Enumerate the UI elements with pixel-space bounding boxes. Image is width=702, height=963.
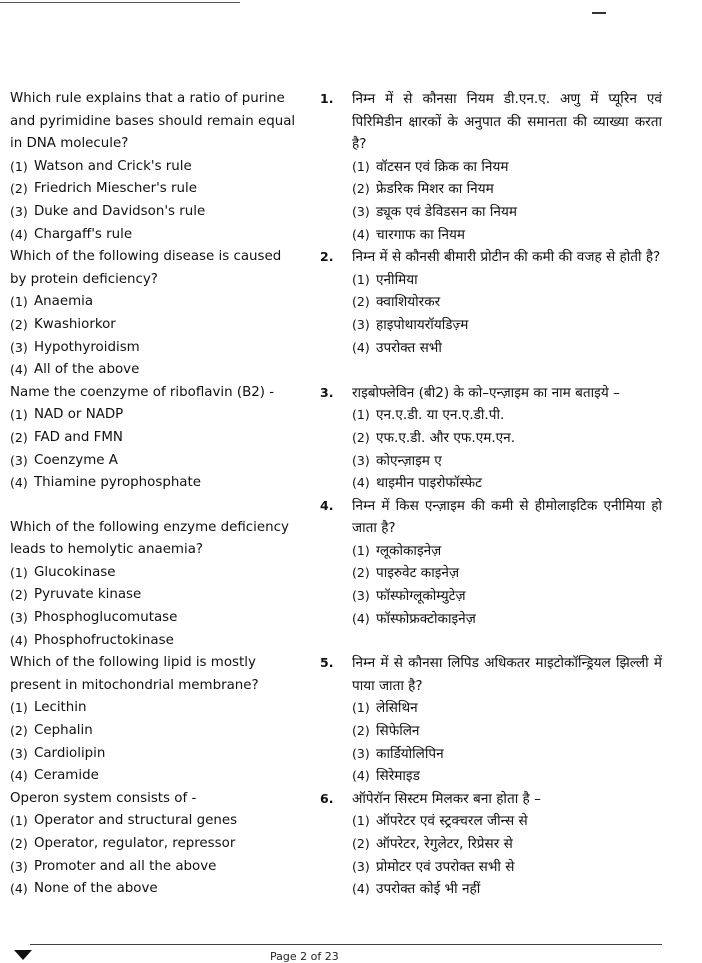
question-1-option-2-en[interactable]: (2) Friedrich Miescher's rule bbox=[10, 181, 197, 197]
question-1-option-3-hi[interactable]: (3) ड्यूक एवं डेविडसन का नियम bbox=[352, 203, 517, 220]
question-1-english bbox=[0, 88, 300, 246]
question-3-hindi bbox=[300, 382, 702, 495]
question-5-number: 5. bbox=[320, 655, 334, 671]
bottom-rule bbox=[30, 944, 662, 945]
question-1-option-3-en[interactable]: (3) Duke and Davidson's rule bbox=[10, 203, 206, 219]
question-5 bbox=[0, 652, 702, 788]
question-5-option-1-hi[interactable]: (1) लेसिथिन bbox=[352, 700, 418, 717]
question-4-option-1-hi[interactable]: (1) ग्लूकोकाइनेज़ bbox=[352, 542, 442, 559]
question-3-text-hi: राइबोफ्लेविन (बी2) के को–एन्ज़ाइम का नाम बताइये – bbox=[352, 384, 620, 401]
question-3-option-3-en[interactable]: (3) Coenzyme A bbox=[10, 452, 118, 468]
question-3-option-4-en[interactable]: (4) Thiamine pyrophosphate bbox=[10, 475, 202, 491]
question-2-option-1-hi[interactable]: (1) एनीमिया bbox=[352, 271, 418, 288]
question-5-option-4-hi[interactable]: (4) सिरेमाइड bbox=[352, 768, 420, 785]
question-2-number: 2. bbox=[320, 249, 334, 265]
question-4-spacer bbox=[10, 495, 300, 517]
question-4 bbox=[0, 495, 702, 653]
question-3-option-1-en[interactable]: (1) NAD or NADP bbox=[10, 407, 124, 423]
question-2-option-1-en[interactable]: (1) Anaemia bbox=[10, 294, 94, 310]
question-4-hindi bbox=[300, 495, 702, 631]
question-1-number: 1. bbox=[320, 91, 334, 106]
question-1-option-4-hi[interactable]: (4) चारगाफ का नियम bbox=[352, 226, 466, 243]
question-2-option-4-hi[interactable]: (4) उपरोक्त सभी bbox=[352, 339, 442, 356]
question-3-option-2-en[interactable]: (2) FAD and FMN bbox=[10, 429, 123, 445]
question-3-text-en: Name the coenzyme of riboflavin (B2) - bbox=[10, 384, 275, 400]
question-4-option-1-en[interactable]: (1) Glucokinase bbox=[10, 564, 116, 580]
question-1 bbox=[0, 88, 702, 246]
question-4-option-3-en[interactable]: (3) Phosphoglucomutase bbox=[10, 610, 178, 626]
question-6-option-4-hi[interactable]: (4) उपरोक्त कोई भी नहीं bbox=[352, 881, 481, 898]
question-4-text-hi: निम्न में किस एन्ज़ाइम की कमी से हीमोलाइटिक एनीमिया हो जाता है? bbox=[352, 497, 662, 537]
question-5-option-2-en[interactable]: (2) Cephalin bbox=[10, 723, 93, 739]
question-6-option-3-en[interactable]: (3) Promoter and all the above bbox=[10, 858, 217, 874]
question-2 bbox=[0, 246, 702, 382]
question-4-option-2-hi[interactable]: (2) पाइरुवेट काइनेज़ bbox=[352, 565, 460, 582]
question-1-text-en: Which rule explains that a ratio of purine and pyrimidine bases should remain equal in DNA molecule? bbox=[10, 91, 296, 152]
question-6-text-en: Operon system consists of - bbox=[10, 790, 197, 806]
question-2-option-3-hi[interactable]: (3) हाइपोथायरॉयडिज़्म bbox=[352, 316, 469, 333]
question-1-option-1-en[interactable]: (1) Watson and Crick's rule bbox=[10, 158, 192, 174]
question-6-option-1-en[interactable]: (1) Operator and structural genes bbox=[10, 813, 238, 829]
question-5-hindi bbox=[300, 652, 702, 788]
question-6 bbox=[0, 788, 702, 901]
top-rule bbox=[0, 2, 240, 3]
question-4-english bbox=[0, 495, 300, 653]
question-5-option-2-hi[interactable]: (2) सिफेलिन bbox=[352, 723, 420, 740]
question-1-option-1-hi[interactable]: (1) वॉटसन एवं क्रिक का नियम bbox=[352, 158, 509, 175]
question-6-text-hi: ऑपेरॉन सिस्टम मिलकर बना होता है – bbox=[352, 790, 541, 807]
question-6-hindi bbox=[300, 788, 702, 901]
question-3-option-3-hi[interactable]: (3) कोएन्ज़ाइम ए bbox=[352, 452, 442, 469]
question-5-english bbox=[0, 652, 300, 788]
question-3-option-2-hi[interactable]: (2) एफ.ए.डी. और एफ.एम.एन. bbox=[352, 429, 516, 446]
question-6-option-2-en[interactable]: (2) Operator, regulator, repressor bbox=[10, 836, 236, 851]
question-6-option-2-hi[interactable]: (2) ऑपरेटर, रेगुलेटर, रिप्रेसर से bbox=[352, 836, 513, 852]
question-2-text-hi: निम्न में से कौनसी बीमारी प्रोटीन की कमी की वजह से होती है? bbox=[352, 249, 661, 266]
top-dash-mark bbox=[592, 12, 606, 14]
question-1-hindi bbox=[300, 88, 702, 246]
question-3 bbox=[0, 382, 702, 495]
question-3-english bbox=[0, 382, 300, 495]
question-5-text-hi: निम्न में से कौनसा लिपिड अधिकतर माइटोकॉन्ड्रियल झिल्ली में पाया जाता है? bbox=[352, 655, 662, 694]
question-2-hindi bbox=[300, 246, 702, 359]
question-5-option-3-en[interactable]: (3) Cardiolipin bbox=[10, 745, 106, 761]
question-6-english bbox=[0, 788, 300, 901]
page-number: Page 2 of 23 bbox=[270, 950, 339, 963]
question-1-option-4-en[interactable]: (4) Chargaff's rule bbox=[10, 226, 133, 242]
question-5-option-4-en[interactable]: (4) Ceramide bbox=[10, 768, 99, 784]
question-2-option-3-en[interactable]: (3) Hypothyroidism bbox=[10, 339, 140, 355]
question-6-option-3-hi[interactable]: (3) प्रोमोटर एवं उपरोक्त सभी से bbox=[352, 858, 515, 875]
question-page bbox=[0, 88, 702, 901]
question-2-option-4-en[interactable]: (4) All of the above bbox=[10, 362, 140, 378]
question-2-option-2-en[interactable]: (2) Kwashiorkor bbox=[10, 316, 116, 332]
question-4-option-4-hi[interactable]: (4) फॉस्फोफ्रक्टोकाइनेज़ bbox=[352, 610, 476, 627]
question-6-number: 6. bbox=[320, 790, 334, 806]
question-1-option-2-hi[interactable]: (2) फ्रेडरिक मिशर का नियम bbox=[352, 181, 494, 198]
question-3-option-1-hi[interactable]: (1) एन.ए.डी. या एन.ए.डी.पी. bbox=[352, 407, 505, 424]
question-5-option-3-hi[interactable]: (3) कार्डियोलिपिन bbox=[352, 745, 444, 762]
question-4-option-2-en[interactable]: (2) Pyruvate kinase bbox=[10, 587, 142, 603]
question-3-option-4-hi[interactable]: (4) थाइमीन पाइरोफॉस्फेट bbox=[352, 475, 483, 492]
question-4-option-4-en[interactable]: (4) Phosphofructokinase bbox=[10, 632, 174, 648]
question-4-text-en: Which of the following enzyme deficiency leads to hemolytic anaemia? bbox=[10, 519, 289, 558]
question-6-option-4-en[interactable]: (4) None of the above bbox=[10, 881, 158, 897]
question-4-number: 4. bbox=[320, 497, 334, 513]
question-3-number: 3. bbox=[320, 384, 334, 400]
question-2-english bbox=[0, 246, 300, 382]
question-5-option-1-en[interactable]: (1) Lecithin bbox=[10, 700, 87, 716]
question-4-option-3-hi[interactable]: (3) फॉस्फोग्लूकोम्युटेज़ bbox=[352, 588, 466, 605]
question-2-option-2-hi[interactable]: (2) क्वाशियोरकर bbox=[352, 294, 441, 311]
question-6-option-1-hi[interactable]: (1) ऑपरेटर एवं स्ट्रक्चरल जीन्स से bbox=[352, 813, 528, 830]
question-1-text-hi: निम्न में से कौनसा नियम डी.एन.ए. अणु में प्यूरिन एवं पिरिमिडीन क्षारकों के अनुपात की समानता की व्याख्या करता है? bbox=[352, 91, 662, 153]
question-5-text-en: Which of the following lipid is mostly present in mitochondrial membrane? bbox=[10, 655, 259, 693]
question-2-text-en: Which of the following disease is caused by protein deficiency? bbox=[10, 249, 282, 287]
